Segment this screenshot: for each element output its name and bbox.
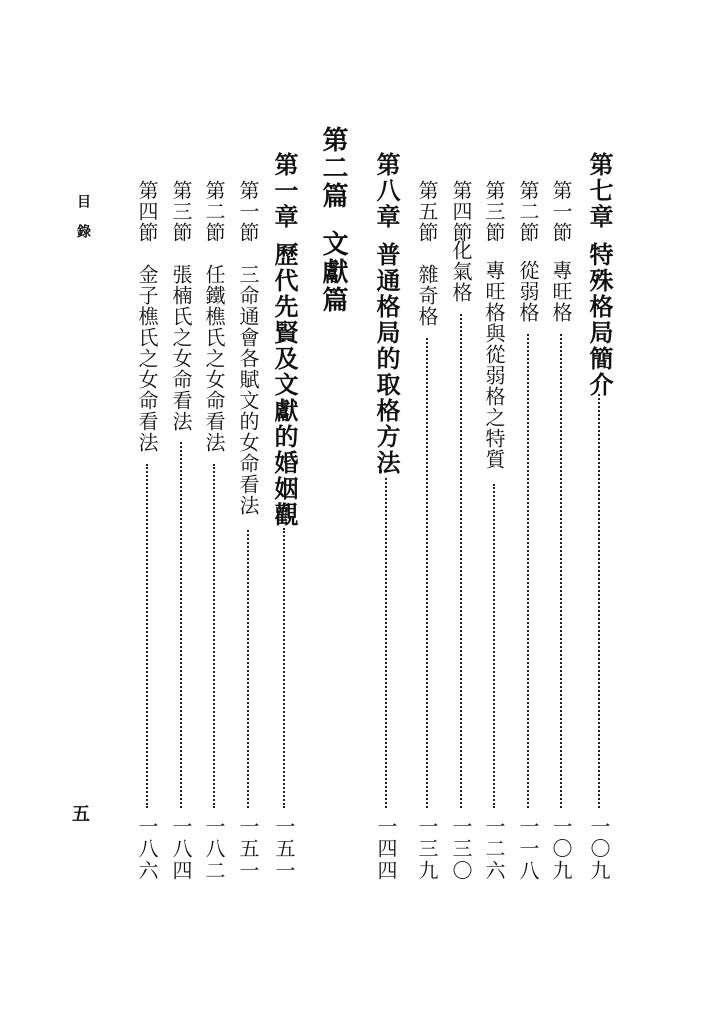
entry-number: 第一節 (236, 180, 260, 243)
entry-number: 第二篇 (318, 126, 348, 210)
entry-title: 從弱格 (516, 260, 540, 323)
entry-page: 一〇九 (587, 816, 611, 882)
leader-dots (460, 314, 462, 808)
toc-entry-chapter-8[interactable] (368, 0, 404, 1024)
leader-dots (213, 464, 215, 808)
leader-dots (598, 394, 600, 808)
entry-title: 化氣格 (449, 240, 473, 303)
toc-entry-part2-section-4[interactable] (131, 0, 163, 1024)
entry-page: 一〇九 (549, 816, 573, 882)
leader-dots (385, 478, 387, 808)
entry-number: 第一節 (549, 180, 573, 243)
toc-entry-section-3[interactable] (478, 0, 510, 1024)
leader-dots (247, 530, 249, 808)
entry-page: 一五一 (236, 816, 260, 882)
leader-dots (527, 334, 529, 808)
entry-page: 一五一 (272, 816, 296, 882)
leader-dots (283, 528, 285, 808)
entry-number: 第二節 (516, 180, 540, 243)
entry-title: 任鐵樵氏之女命看法 (202, 264, 226, 453)
entry-number: 第三節 (169, 180, 193, 243)
toc-entry-section-2[interactable] (512, 0, 544, 1024)
toc-entry-part2-chapter-1[interactable] (266, 0, 302, 1024)
toc-entry-part2-section-3[interactable] (165, 0, 197, 1024)
entry-title: 張楠氏之女命看法 (169, 264, 193, 432)
entry-page: 一三〇 (449, 816, 473, 882)
entry-title: 文獻篇 (318, 230, 348, 314)
running-title: 目錄 (75, 194, 91, 254)
toc-entry-chapter-7[interactable] (581, 0, 617, 1024)
entry-number: 第八章 (372, 152, 401, 230)
entry-page: 一四四 (374, 816, 398, 882)
entry-title: 特殊格局簡介 (585, 242, 614, 398)
entry-number: 第四節 (135, 180, 159, 243)
entry-title: 專旺格 (549, 260, 573, 323)
entry-page: 一一八 (516, 816, 540, 882)
leader-dots (426, 338, 428, 808)
entry-title: 歷代先賢及文獻的婚姻觀 (270, 242, 299, 528)
entry-number: 第七章 (585, 152, 614, 230)
entry-page: 一八六 (135, 816, 159, 882)
entry-title: 專旺格與從弱格之特質 (482, 260, 506, 470)
toc-entry-part2-section-2[interactable] (198, 0, 230, 1024)
toc-entry-section-4[interactable] (445, 0, 477, 1024)
entry-number: 第一章 (270, 152, 299, 230)
leader-dots (180, 442, 182, 808)
leader-dots (493, 484, 495, 808)
entry-number: 第五節 (415, 180, 439, 243)
entry-page: 一八四 (169, 816, 193, 882)
entry-title: 金子樵氏之女命看法 (135, 264, 159, 453)
entry-title: 三命通會各賦文的女命看法 (236, 264, 260, 516)
entry-number: 第三節 (482, 180, 506, 243)
entry-title: 普通格局的取格方法 (372, 242, 401, 476)
page-number: 五 (69, 804, 90, 822)
entry-number: 第二節 (202, 180, 226, 243)
toc-entry-section-1[interactable] (545, 0, 577, 1024)
toc-entry-part-2[interactable] (314, 0, 352, 1024)
toc-entry-section-5[interactable] (411, 0, 443, 1024)
leader-dots (146, 464, 148, 808)
entry-page: 一二六 (482, 816, 506, 882)
toc-entry-part2-section-1[interactable] (232, 0, 264, 1024)
leader-dots (560, 334, 562, 808)
entry-page: 一三九 (415, 816, 439, 882)
entry-title: 雜奇格 (415, 264, 439, 327)
entry-number: 第四節 (449, 180, 473, 243)
entry-page: 一八二 (202, 816, 226, 882)
